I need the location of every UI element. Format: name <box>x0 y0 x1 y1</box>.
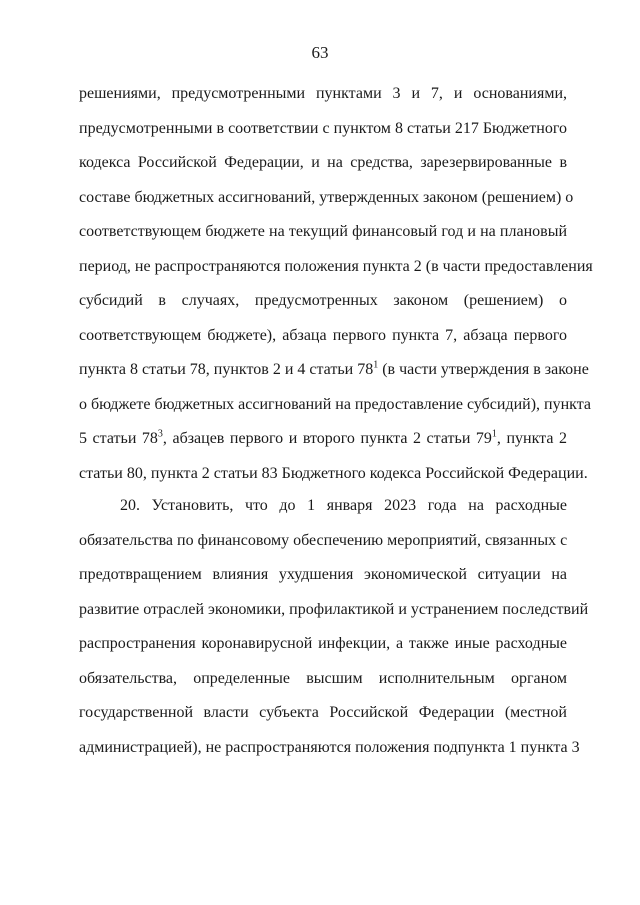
text-fragment: (в части утверждения в законе <box>378 361 589 378</box>
text-line <box>79 429 567 464</box>
text-line: соответствующем бюджете), абзаца первого пункта 7, абзаца первого <box>79 326 567 344</box>
text-line: развитие отраслей экономики, профилактикой и устранением последствий <box>79 600 589 618</box>
text-line: предусмотренными в соответствии с пунктом 8 статьи 217 Бюджетного <box>79 119 567 137</box>
text-line: предотвращением влияния ухудшения экономической ситуации на <box>79 566 567 583</box>
text-fragment: , пункта 2 <box>496 430 567 447</box>
text-line: кодекса Российской Федерации, и на средства, зарезервированные в <box>79 154 567 171</box>
text-line: решениями, предусмотренными пунктами 3 и 7, и основаниями, <box>79 85 567 102</box>
superscript: 3 <box>157 428 163 440</box>
text-line: составе бюджетных ассигнований, утвержденных законом (решением) о <box>79 188 574 206</box>
text-line: о бюджете бюджетных ассигнований на предоставление субсидий), пункта <box>79 395 592 413</box>
text-fragment: 5 статьи 78 <box>79 430 158 447</box>
text-line: обязательства, определенные высшим исполнительным органом <box>79 669 567 687</box>
text-line: обязательства по финансовому обеспечению мероприятий, связанных с <box>79 531 568 549</box>
paragraph-2 <box>79 496 589 772</box>
text-line: распространения коронавирусной инфекции, а также иные расходные <box>79 635 567 652</box>
text-line <box>79 359 589 395</box>
superscript: 1 <box>491 428 497 440</box>
text-fragment: пункта 8 статьи 78, пунктов 2 и 4 статьи 78 <box>79 361 374 378</box>
text-line: государственной власти субъекта Российской Федерации (местной <box>79 704 567 721</box>
text-fragment: , абзацев первого и второго пункта 2 статьи 79 <box>162 430 492 447</box>
superscript: 1 <box>373 359 379 371</box>
page-number: 63 <box>311 43 329 62</box>
text-line: период, не распространяются положения пункта 2 (в части предоставления <box>79 257 593 275</box>
text-line: администрацией), не распространяются положения подпункта 1 пункта 3 <box>79 738 580 756</box>
text-line: соответствующем бюджете на текущий финансовый год и на плановый <box>79 223 567 240</box>
text-line: субсидий в случаях, предусмотренных законом (решением) о <box>79 292 567 309</box>
text-line: статьи 80, пункта 2 статьи 83 Бюджетного кодекса Российской Федерации. <box>79 464 588 482</box>
text-line: 20. Установить, что до 1 января 2023 года на расходные <box>120 497 567 514</box>
paragraph-1 <box>79 84 593 498</box>
